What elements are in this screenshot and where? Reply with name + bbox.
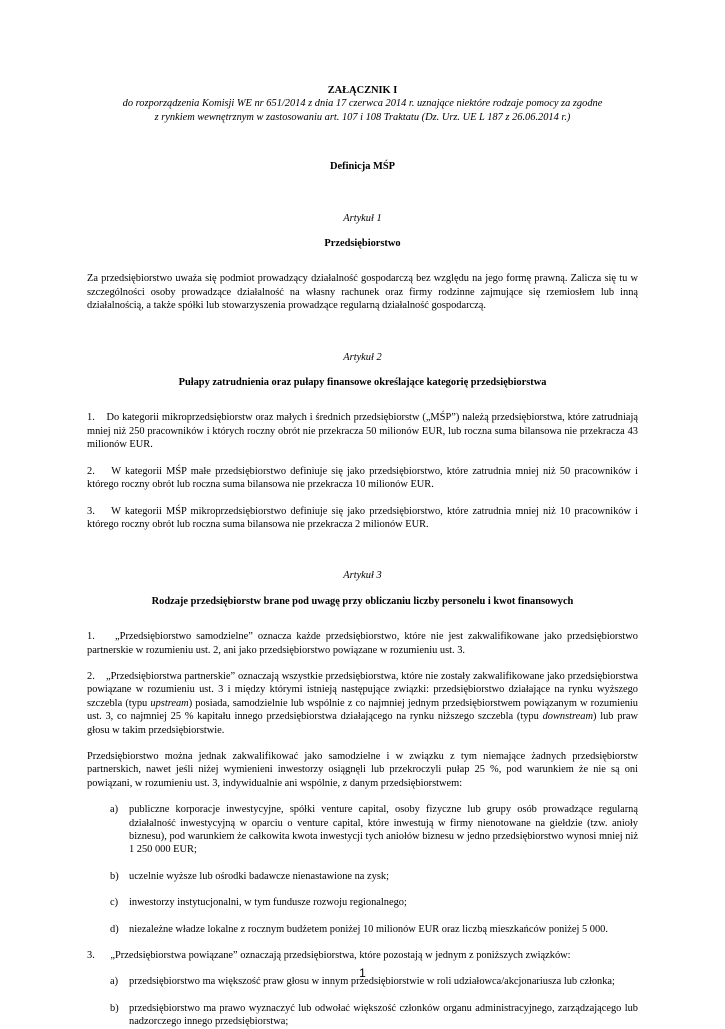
article-2-paragraph-3: 3. W kategorii MŚP mikroprzedsiębiorstwo definiuje się jako przedsiębiorstwo, które zatrudnia mniej niż 10 pracowników i którego roczny obrót lub roczna suma bilansowa nie przekracza 2 milionów EUR. — [87, 505, 641, 530]
article-3-paragraph-2-part-a: 2. „Przedsiębiorstwa partnerskie” oznaczają wszystkie przedsiębiorstwa, które nie zostały zakwalifikowane jako przedsiębiorstwa powiązane w rozumieniu ust. 3 i między którymi istnieją następujące związki: przedsiębiorstwo działające na rynku wyższego szczebla (typu — [87, 670, 641, 709]
article-1-text: Za przedsiębiorstwo uważa się podmiot prowadzący działalność gospodarczą bez względu na jego formę prawną. Zalicza się tu w szczególności osoby prowadzące działalność na własny rachunek oraz firmy rodzinne zajmujące się rzemiosłem lub inną działalnością, a także spółki lub stowarzyszenia prowadzące regularną działalność gospodarczą. — [87, 273, 638, 312]
document-page — [87, 80, 641, 1029]
article-2-paragraph-2: 2. W kategorii MŚP małe przedsiębiorstwo definiuje się jako przedsiębiorstwo, które zatrudnia mniej niż 50 pracowników i którego roczny obrót lub roczna suma bilansowa nie przekracza 10 milionów EUR. — [87, 465, 641, 491]
annex-subtitle-line-2: z rynkiem wewnętrznym w zastosowaniu art. 107 i 108 Traktatu (Dz. Urz. UE L 187 z 26.06.2014 r.) — [154, 111, 571, 123]
section-title: Definicja MŚP — [330, 161, 395, 173]
article-3-paragraph-3: 3. „Przedsiębiorstwa powiązane” oznaczają przedsiębiorstwa, które pozostają w jednym z poniższych związków: — [87, 950, 571, 962]
investor-list — [87, 803, 638, 936]
article-1-label: Artykuł 1 — [343, 212, 382, 224]
article-3-paragraph-2-part-b: ) posiada, samodzielnie lub wspólnie z co najmniej jednym przedsiębiorstwem powiązanym w rozumieniu ust. 3, co najmniej 25 % kapitału innego przedsiębiorstwa działającego na rynku niższego szczebla (typu — [87, 697, 641, 723]
article-3-heading: Rodzaje przedsiębiorstw brane pod uwagę przy obliczaniu liczby personelu i kwot finansowych — [151, 595, 574, 607]
list-item-label: a) — [110, 804, 119, 816]
upstream-term: upstream — [150, 697, 189, 709]
article-3-paragraph-2-part-c: ) lub praw głosu w takim przedsiębiorstwie. — [87, 711, 641, 736]
list-item — [87, 1002, 638, 1029]
article-2-heading: Pułapy zatrudnienia oraz pułapy finansowe określające kategorię przedsiębiorstwa — [178, 377, 547, 389]
annex-title: ZAŁĄCZNIK I — [327, 85, 398, 96]
list-item-text: publiczne korporacje inwestycyjne, spółki venture capital, osoby fizyczne lub grupy osób prowadzące regularną działalność inwestycyjną w oparciu o venture capital, które inwestują w firmy nienotowane na giełdzie (tzw. anioły biznesu), pod warunkiem że całkowita kwota inwestycji tych aniołów biznesu w jedno przedsiębiorstwo wynosi mniej niż 1 250 000 EUR; — [129, 804, 638, 856]
article-2-label: Artykuł 2 — [343, 351, 382, 363]
annex-subtitle-line-1: do rozporządzenia Komisji WE nr 651/2014 z dnia 17 czerwca 2014 r. uznające niektóre rodzaje pomocy za zgodne — [122, 98, 603, 110]
list-item-text: inwestorzy instytucjonalni, w tym fundusze rozwoju regionalnego; — [129, 897, 407, 909]
downstream-term: downstream — [542, 711, 593, 723]
list-item-label: b) — [110, 1002, 119, 1014]
list-item — [87, 870, 638, 883]
list-item-text: uczelnie wyższe lub ośrodki badawcze nienastawione na zysk; — [129, 870, 389, 882]
list-item — [87, 923, 638, 936]
page-number: 1 — [359, 966, 366, 980]
article-3-paragraph-1: 1. „Przedsiębiorstwo samodzielne” oznacza każde przedsiębiorstwo, które nie jest zakwalifikowane jako przedsiębiorstwo partnerskie w rozumieniu ust. 2, ani jako przedsiębiorstwo powiązane w rozumieniu ust. 3. — [87, 631, 641, 656]
list-item-label: a) — [110, 976, 119, 988]
list-item-text: przedsiębiorstwo ma prawo wyznaczyć lub odwołać większość członków organu administracyjnego, zarządzającego lub nadzorczego innego przedsiębiorstwa; — [129, 1002, 638, 1028]
article-3-paragraph-2 — [87, 670, 641, 737]
article-1-heading: Przedsiębiorstwo — [324, 238, 401, 250]
article-2-paragraph-1: 1. Do kategorii mikroprzedsiębiorstw oraz małych i średnich przedsiębiorstw („MŚP”) należą przedsiębiorstwa, które zatrudniają mniej niż 250 pracowników i których roczny obrót nie przekracza 50 milionów EUR, lub roczna suma bilansowa nie przekracza 43 milionów EUR. — [87, 412, 641, 451]
list-item — [87, 896, 638, 909]
list-item — [87, 803, 638, 857]
list-item-text: niezależne władze lokalne z rocznym budżetem poniżej 10 milionów EUR oraz liczbą mieszkańców poniżej 5 000. — [129, 923, 608, 935]
linked-enterprise-list — [87, 975, 638, 1028]
article-3-paragraph-2-continuation: Przedsiębiorstwo można jednak zakwalifikować jako samodzielne i w związku z tym niemające żadnych przedsiębiorstw partnerskich, nawet jeśli niżej wymienieni inwestorzy osiągnęli lub przekroczyli pułap 25 %, pod warunkiem że nie są oni powiązani, w rozumieniu ust. 3, indywidualnie ani wspólnie, z danym przedsiębiorstwem: — [87, 750, 638, 789]
list-item-label: b) — [110, 870, 119, 882]
list-item-text: przedsiębiorstwo ma większość praw głosu w innym przedsiębiorstwie w roli udziałowca/akcjonariusza lub członka; — [129, 976, 615, 988]
article-3-label: Artykuł 3 — [343, 570, 382, 582]
list-item-label: c) — [110, 897, 119, 909]
list-item-label: d) — [110, 923, 119, 935]
